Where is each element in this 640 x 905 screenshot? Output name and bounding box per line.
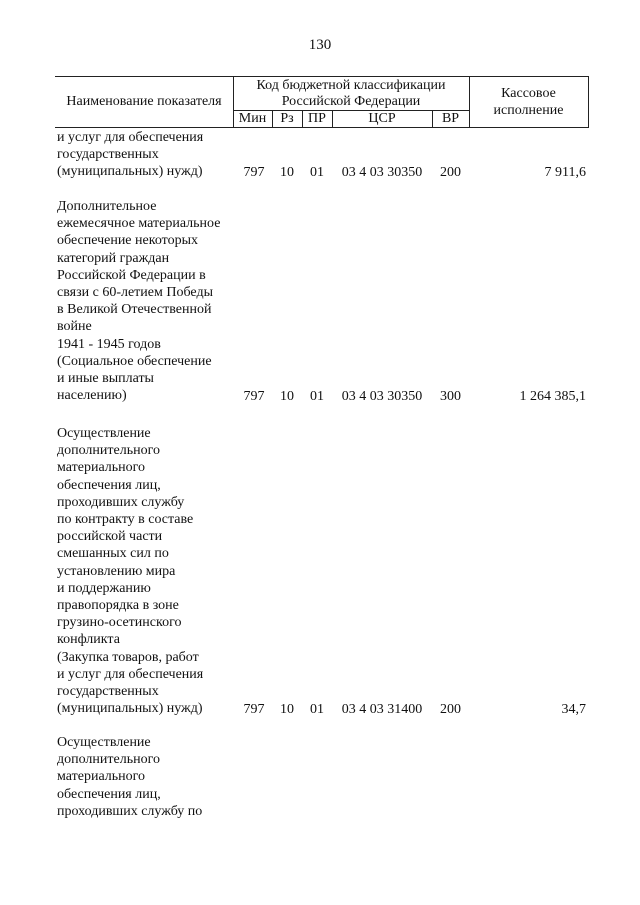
header-vline-right bbox=[588, 76, 589, 128]
header-bottom-border bbox=[55, 127, 589, 128]
row-rz: 10 bbox=[280, 165, 294, 180]
header-code-group-line1: Код бюджетной классификации bbox=[256, 78, 446, 93]
row-name: и услуг для обеспечения государственных (муниципальных) нужд) bbox=[57, 130, 204, 180]
row-rz: 10 bbox=[280, 389, 294, 404]
row-rz: 10 bbox=[280, 702, 294, 717]
row-vr: 300 bbox=[440, 389, 461, 404]
row-min: 797 bbox=[243, 702, 265, 717]
row-name: Осуществление дополнительного материального обеспечения лиц, проходивших службу по bbox=[57, 735, 203, 819]
row-pr: 01 bbox=[310, 165, 324, 180]
page-number: 130 bbox=[308, 37, 332, 53]
row-min: 797 bbox=[243, 165, 265, 180]
row-min: 797 bbox=[243, 389, 265, 404]
header-sub-csr: ЦСР bbox=[368, 111, 396, 126]
row-pr: 01 bbox=[310, 702, 324, 717]
header-sub-vr: ВР bbox=[441, 111, 460, 126]
row-name: Осуществление дополнительного материального обеспечения лиц, проходивших службу по контракту в составе российской части смешанных сил по установлению мира и поддержанию правопорядка в зоне грузино-осетинского конфликта (Закупка товаров, работ и услуг для обеспечения государственных (муниципальных) нужд) bbox=[57, 426, 204, 717]
row-csr: 03 4 03 31400 bbox=[341, 702, 423, 717]
header-sub-pr: ПР bbox=[308, 111, 326, 126]
header-sub-rz: Рз bbox=[280, 111, 294, 126]
header-top-border bbox=[55, 76, 589, 77]
header-name-label: Наименование показателя bbox=[66, 94, 222, 109]
row-amount: 7 911,6 bbox=[544, 165, 586, 180]
row-vr: 200 bbox=[440, 165, 461, 180]
header-amount-line2: исполнение bbox=[493, 103, 564, 118]
header-amount-line1: Кассовое bbox=[501, 86, 556, 101]
header-code-group-line2: Российской Федерации bbox=[281, 94, 421, 109]
row-name: Дополнительное ежемесячное материальное обеспечение некоторых категорий граждан Российской Федерации в связи с 60-летием Победы в Великой Отечественной войне 1941 - 1945 годов (Социальное обеспечение и иные выплаты населению) bbox=[57, 199, 221, 404]
row-csr: 03 4 03 30350 bbox=[341, 389, 423, 404]
row-pr: 01 bbox=[310, 389, 324, 404]
row-amount: 1 264 385,1 bbox=[519, 389, 586, 404]
header-vline-2 bbox=[469, 76, 470, 128]
row-csr: 03 4 03 30350 bbox=[341, 165, 423, 180]
header-sub-min: Мин bbox=[238, 111, 267, 126]
row-amount: 34,7 bbox=[561, 702, 586, 717]
row-vr: 200 bbox=[440, 702, 461, 717]
